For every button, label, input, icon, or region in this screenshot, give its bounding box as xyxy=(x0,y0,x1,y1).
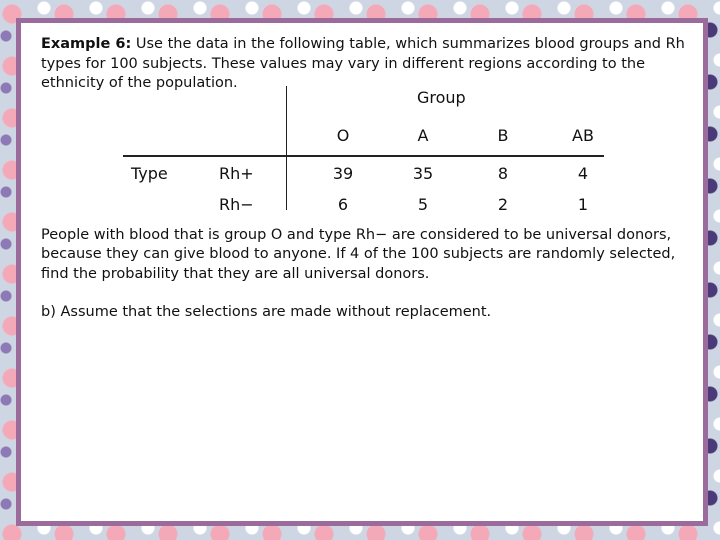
table-horizontal-divider xyxy=(123,155,604,157)
table-cell: 39 xyxy=(332,163,354,183)
table-vertical-divider xyxy=(286,86,287,210)
table-cell: 1 xyxy=(577,194,589,214)
slide-content xyxy=(41,35,691,320)
table-cell: 2 xyxy=(497,194,509,214)
column-header-o: O xyxy=(336,125,350,145)
example-label: Example 6: xyxy=(41,36,132,52)
blood-type-table xyxy=(41,87,691,226)
group-header: Group xyxy=(417,87,466,107)
table-cell: 6 xyxy=(337,194,349,214)
row-label-rh-positive: Rh+ xyxy=(219,163,254,183)
table-cell: 5 xyxy=(417,194,429,214)
problem-intro xyxy=(41,35,691,94)
table-cell: 35 xyxy=(412,163,434,183)
part-b-text: b) Assume that the selections are made without replacement. xyxy=(41,304,492,320)
problem-paragraph: People with blood that is group O and type Rh− are considered to be universal donors, because they can give blood to anyone. If 4 of the 100 subjects are randomly selected, find the probability that they are all universal donors. xyxy=(41,226,676,282)
slide-frame xyxy=(16,18,708,526)
column-header-b: B xyxy=(497,125,509,145)
row-label-rh-negative: Rh− xyxy=(219,194,254,214)
column-header-ab: AB xyxy=(572,125,594,145)
column-header-a: A xyxy=(417,125,429,145)
type-label: Type xyxy=(131,163,168,183)
table-cell: 8 xyxy=(497,163,509,183)
table-cell: 4 xyxy=(577,163,589,183)
intro-text: Use the data in the following table, which summarizes blood groups and Rh types for 100 subjects. These values may vary in different regions according to the ethnicity of the population. xyxy=(41,36,685,91)
